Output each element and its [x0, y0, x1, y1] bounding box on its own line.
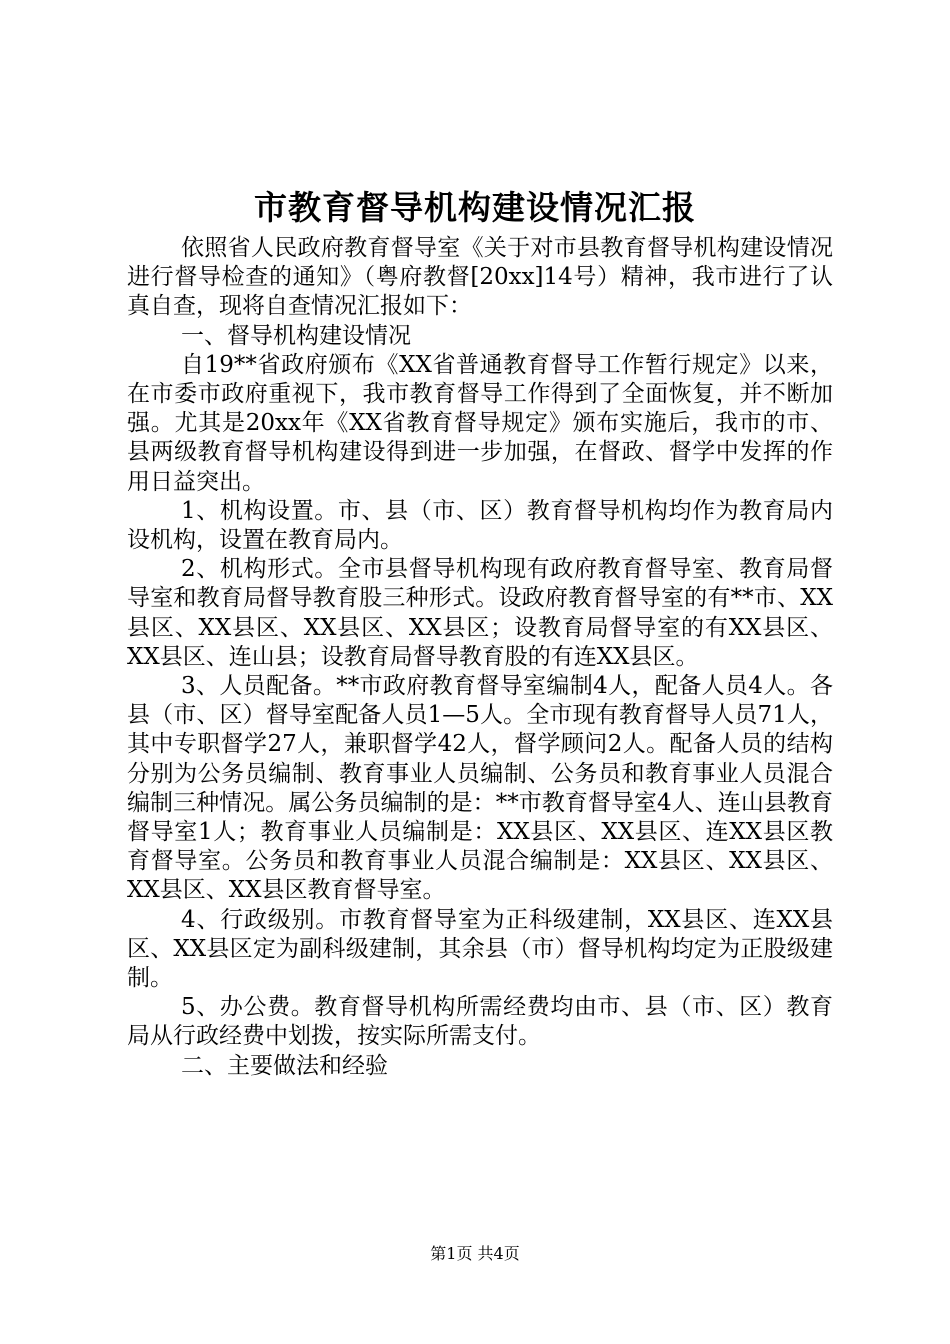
section-heading-1: 一、督导机构建设情况 [181, 322, 412, 349]
paragraph-intro: 依照省人民政府教育督导室《关于对市县教育督导机构建设情况进行督导检查的通知》（粤府教督[20xx]14号）精神，我市进行了认真自查，现将自查情况汇报如下： [127, 235, 833, 320]
section-heading-2: 二、主要做法和经验 [181, 1052, 389, 1079]
paragraph-item-5: 5、办公费。教育督导机构所需经费均由市、县（市、区）教育局从行政经费中划拨，按实际所需支付。 [127, 994, 833, 1050]
page-number: 第1页 共4页 [430, 1244, 520, 1263]
paragraph-item-2: 2、机构形式。全市县督导机构现有政府教育督导室、教育局督导室和教育局督导教育股三种形式。设政府教育督导室的有**市、XX县区、XX县区、XX县区、XX县区；设教育局督导室的有XX县区、XX县区、连山县；设教育局督导教育股的有连XX县区。 [127, 556, 833, 670]
paragraph-item-3: 3、人员配备。**市政府教育督导室编制4人，配备人员4人。各县（市、区）督导室配备人员1—5人。全市现有教育督导人员71人，其中专职督学27人，兼职督学42人，督学顾问2人。配备人员的结构分别为公务员编制、教育事业人员编制、公务员和教育事业人员混合编制三种情况。属公务员编制的是：**市教育督导室4人、连山县教育督导室1人；教育事业人员编制是：XX县区、XX县区、连XX县区教育督导室。公务员和教育事业人员混合编制是：XX县区、XX县区、XX县区、XX县区教育督导室。 [127, 673, 833, 904]
paragraph-item-4: 4、行政级别。市教育督导室为正科级建制，XX县区、连XX县区、XX县区定为副科级建制，其余县（市）督导机构均定为正股级建制。 [127, 906, 833, 992]
paragraph-background: 自19**省政府颁布《XX省普通教育督导工作暂行规定》以来，在市委市政府重视下，我市教育督导工作得到了全面恢复，并不断加强。尤其是20xx年《XX省教育督导规定》颁布实施后，我市的市、县两级教育督导机构建设得到进一步加强，在督政、督学中发挥的作用日益突出。 [127, 351, 833, 495]
paragraph-item-1: 1、机构设置。市、县（市、区）教育督导机构均作为教育局内设机构，设置在教育局内。 [127, 497, 833, 554]
document-title: 市教育督导机构建设情况汇报 [254, 188, 696, 227]
document-body [127, 234, 833, 1081]
